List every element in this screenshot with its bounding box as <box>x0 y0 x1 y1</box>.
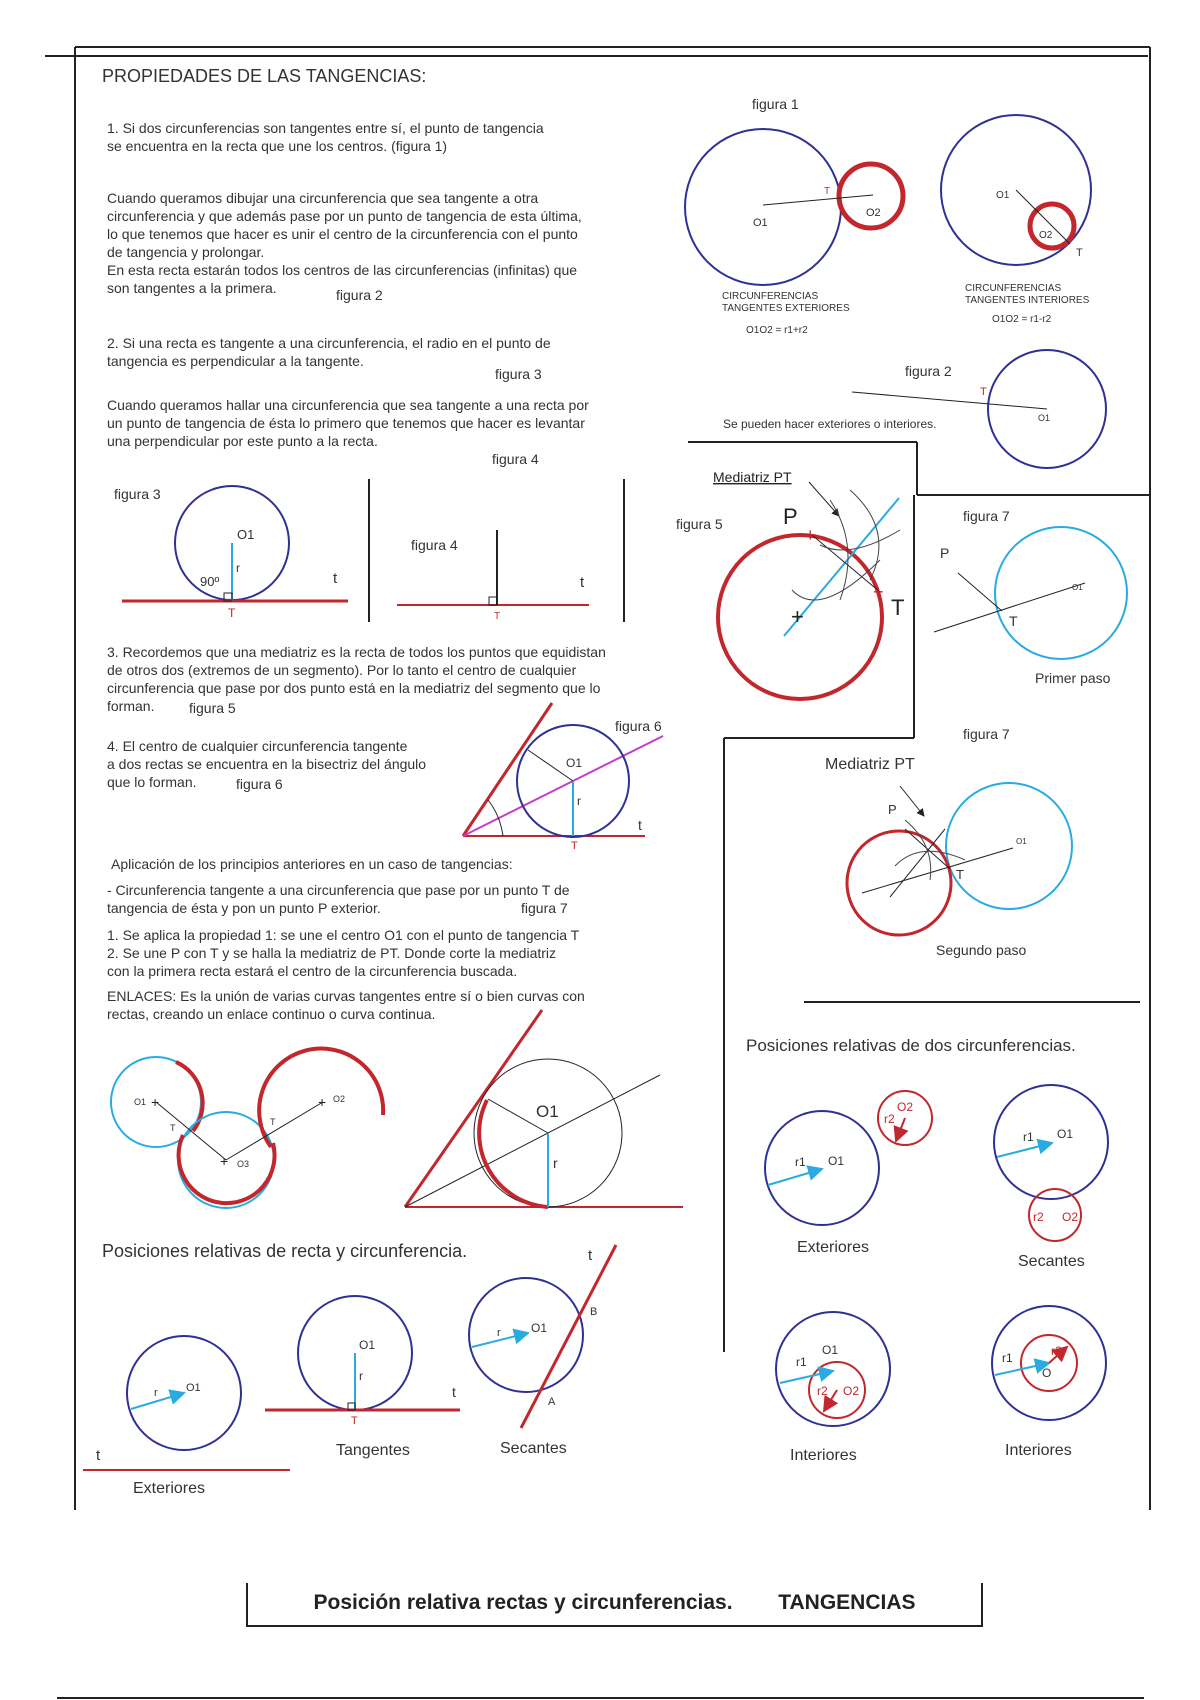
paragraph-6-ref: figura 6 <box>236 776 283 792</box>
big-circle <box>994 1085 1108 1199</box>
recta-exteriores <box>83 1336 290 1470</box>
label-t: T <box>980 386 987 398</box>
figure-4-title: figura 4 <box>411 537 458 553</box>
label-o1: O1 <box>996 190 1010 201</box>
side-line-1 <box>463 703 552 836</box>
enlaces-figure <box>111 1049 383 1208</box>
label-o1: O1 <box>536 1102 559 1121</box>
caption-line: TANGENTES INTERIORES <box>965 295 1090 306</box>
figure-7a <box>934 527 1127 659</box>
figure-4 <box>397 530 589 622</box>
label-t: T <box>891 595 905 620</box>
label-tangent-point: T <box>494 611 501 622</box>
circle <box>469 1278 583 1392</box>
label-b: B <box>590 1306 598 1318</box>
label-r2: r2 <box>817 1384 828 1398</box>
label-r1: r1 <box>796 1355 807 1369</box>
cyan-circle <box>995 527 1127 659</box>
text-line: lo que tenemos que hacer es unir el centro de la circunferencia con el punto <box>107 226 578 242</box>
text-line: 2. Se une P con T y se halla la mediatriz de PT. Donde corte la mediatriz <box>107 945 557 961</box>
figure-6-title: figura 6 <box>615 718 662 734</box>
figure-1-ext-formula: O1O2 = r1+r2 <box>746 325 808 336</box>
label-o1: O1 <box>1057 1127 1074 1141</box>
arc-2 <box>905 820 931 880</box>
right-angle-mark <box>489 597 497 605</box>
recta-secantes <box>469 1245 616 1428</box>
figure-2-note: Se pueden hacer exteriores o interiores. <box>723 417 937 431</box>
label-r: r <box>154 1387 158 1399</box>
page-frame <box>45 47 1150 1698</box>
label-tangent-point: T <box>571 840 578 852</box>
recta-circ-secantes: Secantes <box>500 1440 567 1457</box>
label-o2: O2 <box>1039 230 1053 241</box>
recta-tangentes <box>265 1296 460 1427</box>
text-line: circunferencia y que además pase por un punto de tangencia de esta última, <box>107 208 582 224</box>
recta-circ-exteriores: Exteriores <box>133 1480 206 1497</box>
line-o1-o3 <box>156 1102 226 1160</box>
label-r: r <box>497 1327 501 1339</box>
label-o1: O1 <box>822 1343 839 1357</box>
footer-title-right: TANGENCIAS <box>778 1591 916 1614</box>
label-t: T <box>1076 247 1083 259</box>
label-p: P <box>888 802 897 817</box>
label-t-line: t <box>333 570 338 587</box>
text-line: tangencia es perpendicular a la tangente. <box>107 353 364 369</box>
radius-small <box>896 1118 905 1141</box>
label-t: T <box>956 867 964 882</box>
label-t-line: t <box>580 574 585 591</box>
label-90: 90º <box>200 574 220 589</box>
text-line: Cuando queramos hallar una circunferencia que sea tangente a una recta por <box>107 397 589 413</box>
text-line: Cuando queramos dibujar una circunferencia que sea tangente a otra <box>107 190 539 206</box>
bisector-figure <box>405 1010 683 1207</box>
label-o2: O2 <box>866 207 881 219</box>
label-o: O <box>1042 1366 1052 1380</box>
cross-p: + <box>805 525 816 545</box>
recta-circ-tangentes: Tangentes <box>336 1442 410 1459</box>
figure-7a-caption: Primer paso <box>1035 670 1111 686</box>
text-line: circunferencia que pase por dos punto está en la mediatriz del segmento que lo <box>107 680 601 696</box>
dos-circ-interiores-2: Interiores <box>1005 1442 1072 1459</box>
figure-2 <box>852 350 1106 468</box>
text-line: 2. Si una recta es tangente a una circunferencia, el radio en el punto de <box>107 335 551 351</box>
radius-big <box>780 1371 833 1383</box>
label-t: T <box>824 186 831 197</box>
paragraph-8-ref: figura 7 <box>521 900 568 916</box>
line-through-center <box>852 392 1047 409</box>
cross-o3: + <box>220 1153 229 1169</box>
caption-line: CIRCUNFERENCIAS <box>965 283 1062 294</box>
label-r: r <box>553 1155 558 1171</box>
text-line: de otros dos (extremos de un segmento). Por lo tanto el centro de cualquier <box>107 662 577 678</box>
cyan-circle <box>946 783 1072 909</box>
dos-interiores-2 <box>992 1306 1106 1420</box>
center-line <box>763 195 873 205</box>
recta-circ-title: Posiciones relativas de recta y circunferencia. <box>102 1241 468 1261</box>
label-a: A <box>548 1396 556 1408</box>
label-o1: O1 <box>186 1382 201 1394</box>
label-o2: O2 <box>333 1094 346 1104</box>
cross-t: + <box>873 582 884 602</box>
label-r1: r1 <box>1002 1351 1013 1365</box>
text-line: tangencia de ésta y pon un punto P exterior. <box>107 900 381 916</box>
label-o3: O3 <box>237 1159 250 1169</box>
label-r: r <box>236 561 240 575</box>
red-circle <box>847 831 951 935</box>
line-p-t <box>905 829 950 869</box>
label-t: T <box>1009 613 1018 629</box>
side-line-1 <box>405 1010 542 1207</box>
label-o2: O2 <box>897 1100 914 1114</box>
cross-o1: + <box>151 1094 160 1110</box>
figure-3 <box>122 486 348 620</box>
caption-line: TANGENTES EXTERIORES <box>722 303 850 314</box>
label-r2: r2 <box>884 1112 895 1126</box>
figure-7b <box>847 783 1072 935</box>
label-t: t <box>588 1247 593 1264</box>
text-line: de tangencia y prolongar. <box>107 244 265 260</box>
line-o1-t <box>862 848 1013 893</box>
dos-circ-exteriores: Exteriores <box>797 1239 870 1256</box>
figure-2-title: figura 2 <box>905 363 952 379</box>
text-line: se encuentra en la recta que une los centros. (figura 1) <box>107 138 448 154</box>
circle-o1 <box>685 129 841 285</box>
dos-circ-title: Posiciones relativas de dos circunferencias. <box>746 1036 1076 1055</box>
label-r2: r2 <box>1033 1210 1044 1224</box>
text-line: En esta recta estarán todos los centros de las circunferencias (infinitas) que <box>107 262 578 278</box>
text-line: 1. Se aplica la propiedad 1: se une el centro O1 con el punto de tangencia T <box>107 927 580 943</box>
big-circle <box>765 1111 879 1225</box>
label-r: r <box>577 794 581 808</box>
label-t1: T <box>170 1123 176 1133</box>
figure-7b-title: figura 7 <box>963 726 1010 742</box>
dos-secantes <box>994 1085 1108 1241</box>
label-t: t <box>96 1447 101 1464</box>
caption-line: CIRCUNFERENCIAS <box>722 291 819 302</box>
label-t-line: t <box>452 1384 456 1400</box>
mediatriz-pointer <box>809 482 839 516</box>
big-circle <box>776 1312 890 1426</box>
arc-2 <box>792 560 880 600</box>
paragraph-3-ref: figura 3 <box>495 366 542 382</box>
figure-7b-caption: Segundo paso <box>936 942 1027 958</box>
label-o1: O1 <box>828 1154 845 1168</box>
label-o1: O1 <box>531 1321 548 1335</box>
text-line: con la primera recta estará el centro de la circunferencia buscada. <box>107 963 518 979</box>
text-line: que lo forman. <box>107 774 197 790</box>
dos-circ-interiores-1: Interiores <box>790 1447 857 1464</box>
figure-1-int-formula: O1O2 = r1-r2 <box>992 314 1052 325</box>
figure-3-title: figura 3 <box>114 486 161 502</box>
text-line: ENLACES: Es la unión de varias curvas tangentes entre sí o bien curvas con <box>107 988 585 1004</box>
dos-circ-secantes: Secantes <box>1018 1253 1085 1270</box>
figure-1-interiores <box>941 115 1091 265</box>
label-r: r <box>359 1369 363 1383</box>
cross-center: + <box>791 604 804 629</box>
text-line: forman. <box>107 698 155 714</box>
figure-5-title: figura 5 <box>676 516 723 532</box>
figure-1-exteriores <box>685 129 903 285</box>
label-o1: O1 <box>753 217 768 229</box>
paragraph-5-ref: figura 5 <box>189 700 236 716</box>
text-line: a dos rectas se encuentra en la bisectriz del ángulo <box>107 756 427 772</box>
label-r2: r2 <box>1051 1344 1062 1358</box>
radius-big <box>997 1143 1052 1157</box>
label-o1: O1 <box>1072 583 1083 592</box>
paragraph-2-ref: figura 2 <box>336 287 383 303</box>
mediatriz-pointer <box>900 786 924 816</box>
label-p: P <box>783 504 798 529</box>
figure-5 <box>713 469 904 699</box>
label-r1: r1 <box>1023 1130 1034 1144</box>
label-o1: O1 <box>237 527 255 542</box>
text-line: 3. Recordemos que una mediatriz es la recta de todos los puntos que equidistan <box>107 644 606 660</box>
text-line: son tangentes a la primera. <box>107 280 277 296</box>
figure-7b-mediatriz: Mediatriz PT <box>825 756 915 773</box>
label-o1: O1 <box>134 1097 147 1107</box>
text-line: una perpendicular por este punto a la recta. <box>107 433 378 449</box>
figure-1-title: figura 1 <box>752 96 799 112</box>
paragraph-4-ref: figura 4 <box>492 451 539 467</box>
segment-pt <box>812 535 880 592</box>
label-t-line: t <box>638 817 642 833</box>
dos-exteriores <box>765 1091 932 1225</box>
footer-title-left: Posición relativa rectas y circunferencias. <box>313 1591 733 1614</box>
text-line: - Circunferencia tangente a una circunferencia que pase por un punto T de <box>107 882 570 898</box>
label-r1: r1 <box>795 1155 806 1169</box>
radius-big <box>768 1169 822 1185</box>
label-o2: O2 <box>1062 1210 1079 1224</box>
mediatriz-label: Mediatriz PT <box>713 469 792 485</box>
label-o1: O1 <box>1038 413 1051 423</box>
text-line: un punto de tangencia de ésta lo primero que tenemos que hacer es levantar <box>107 415 585 431</box>
label-tangent-point: T <box>228 606 236 620</box>
label-t2: T <box>270 1117 276 1127</box>
dos-interiores-1 <box>776 1312 890 1426</box>
bisector <box>463 736 663 836</box>
label-p: P <box>940 545 950 561</box>
text-line: 4. El centro de cualquier circunferencia tangente <box>107 738 408 754</box>
text-line: rectas, creando un enlace continuo o curva continua. <box>107 1006 436 1022</box>
label-o2: O2 <box>843 1384 860 1398</box>
paragraph-7: Aplicación de los principios anteriores en un caso de tangencias: <box>111 856 513 872</box>
line-t <box>521 1245 616 1428</box>
label-o1: O1 <box>359 1338 376 1352</box>
label-tangent-point: T <box>351 1415 358 1427</box>
figure-7a-title: figura 7 <box>963 508 1010 524</box>
label-o1: O1 <box>1016 837 1027 846</box>
text-line: 1. Si dos circunferencias son tangentes entre sí, el punto de tangencia <box>107 120 544 136</box>
page-title: PROPIEDADES DE LAS TANGENCIAS: <box>102 66 427 86</box>
label-o1: O1 <box>566 756 583 770</box>
cross-o2: + <box>318 1094 327 1110</box>
figure-6 <box>463 703 663 852</box>
